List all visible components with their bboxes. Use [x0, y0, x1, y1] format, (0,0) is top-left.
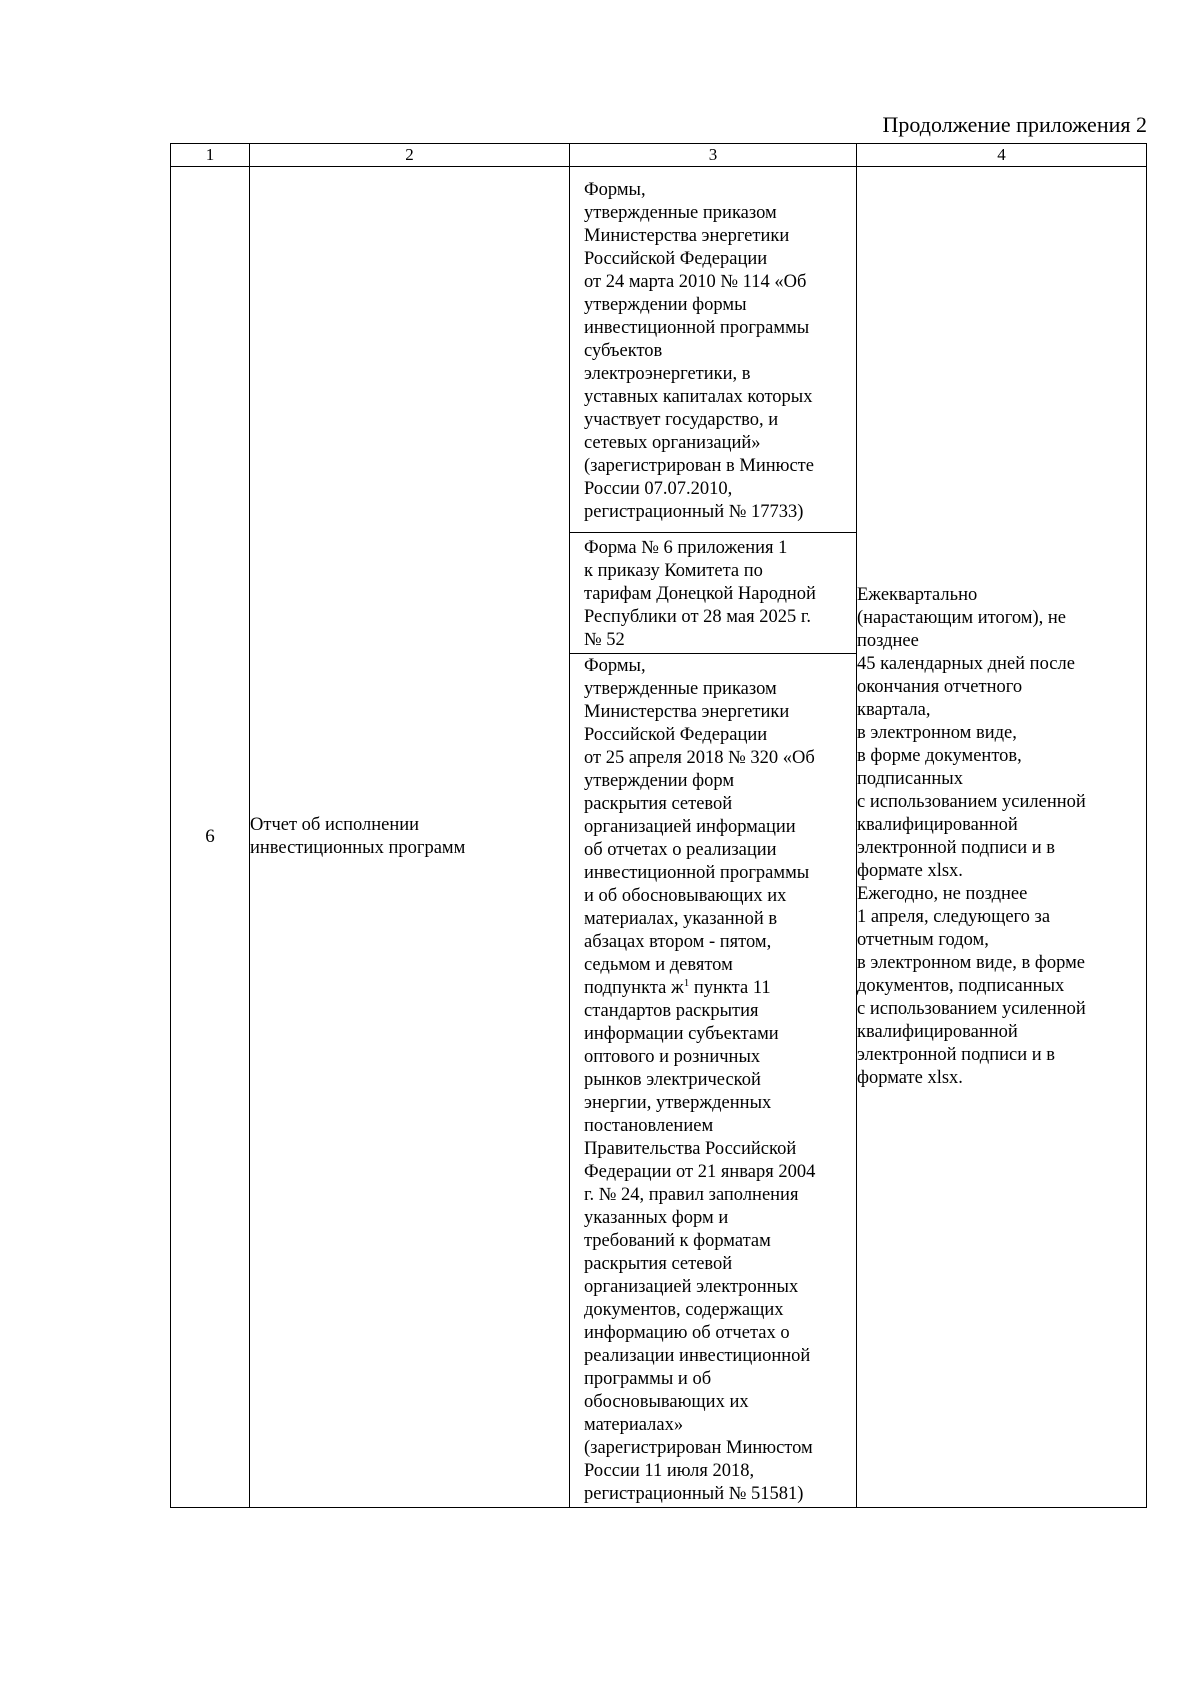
form-line: Формы, — [584, 180, 646, 200]
form-line: Российской Федерации — [584, 249, 768, 269]
form-line: регистрационный № 17733) — [584, 502, 804, 522]
form-line: требований к форматам — [584, 1231, 771, 1251]
page-header-title: Продолжение приложения 2 — [882, 112, 1147, 137]
form-line: реализации инвестиционной — [584, 1346, 811, 1366]
schedule-line: в электронном виде, — [857, 723, 1017, 743]
form-line: к приказу Комитета по — [584, 561, 763, 581]
form-line: об отчетах о реализации — [584, 840, 777, 860]
form-line: рынков электрической — [584, 1070, 761, 1090]
report-name-line: Отчет об исполнении — [250, 815, 420, 835]
form-line: Министерства энергетики — [584, 226, 790, 246]
form-line: утвержденные приказом — [584, 203, 777, 223]
reporting-schedule — [857, 167, 1147, 1508]
form-line: абзацах втором - пятом, — [584, 932, 772, 952]
form-line-with-superscript — [584, 977, 848, 1000]
column-number-3: 3 — [570, 144, 857, 167]
form-line: Республики от 28 мая 2025 г. — [584, 607, 811, 627]
form-line: (зарегистрирован в Минюсте — [584, 456, 814, 476]
schedule-line: Ежеквартально — [857, 585, 978, 605]
form-line: утвержденные приказом — [584, 679, 777, 699]
form-line: от 25 апреля 2018 № 320 «Об — [584, 748, 815, 768]
schedule-line: квартала, — [857, 700, 931, 720]
form-line: субъектов — [584, 341, 663, 361]
schedule-line: электронной подписи и в — [857, 1045, 1056, 1065]
form-line: оптового и розничных — [584, 1047, 761, 1067]
form-line: утверждении формы — [584, 295, 747, 315]
form-line: Форма № 6 приложения 1 — [584, 538, 788, 558]
form-line: раскрытия сетевой — [584, 794, 733, 814]
schedule-line: позднее — [857, 631, 919, 651]
form-line-part: пункта 11 — [689, 978, 771, 998]
report-name — [250, 167, 570, 1508]
schedule-line: Ежегодно, не позднее — [857, 884, 1028, 904]
form-line: участвует государство, и — [584, 410, 779, 430]
form-line: электроэнергетики, в — [584, 364, 751, 384]
form-line: постановлением — [584, 1116, 714, 1136]
form-line: инвестиционной программы — [584, 863, 810, 883]
form-line: сетевых организаций» — [584, 433, 761, 453]
forms-cell — [570, 167, 857, 1508]
form-line: энергии, утвержденных — [584, 1093, 772, 1113]
form-line: России 07.07.2010, — [584, 479, 733, 499]
form-line: инвестиционной программы — [584, 318, 810, 338]
form-line: организацией информации — [584, 817, 796, 837]
form-line: тарифам Донецкой Народной — [584, 584, 816, 604]
form-line: седьмом и девятом — [584, 955, 733, 975]
form-line: (зарегистрирован Минюстом — [584, 1438, 813, 1458]
schedule-line: 1 апреля, следующего за — [857, 907, 1051, 927]
superscript-index: 1 — [683, 976, 690, 989]
column-number-4: 4 — [857, 144, 1147, 167]
schedule-line: формате xlsx. — [857, 861, 963, 881]
form-line: Правительства Российской — [584, 1139, 797, 1159]
column-number-2: 2 — [250, 144, 570, 167]
form-line: г. № 24, правил заполнения — [584, 1185, 799, 1205]
form-line: программы и об — [584, 1369, 712, 1389]
report-name-line: инвестиционных программ — [250, 838, 466, 858]
form-line: Федерации от 21 января 2004 — [584, 1162, 816, 1182]
form-block-committee-2025 — [570, 533, 856, 654]
form-line: указанных форм и — [584, 1208, 729, 1228]
schedule-line: с использованием усиленной — [857, 792, 1086, 812]
schedule-line: подписанных — [857, 769, 963, 789]
form-line: документов, содержащих — [584, 1300, 784, 1320]
form-block-ministry-2018 — [570, 654, 856, 1507]
row-number: 6 — [171, 167, 250, 1508]
form-line: уставных капиталах которых — [584, 387, 813, 407]
form-line: регистрационный № 51581) — [584, 1484, 804, 1504]
form-line: организацией электронных — [584, 1277, 799, 1297]
form-line: стандартов раскрытия — [584, 1001, 759, 1021]
form-line: материалах, указанной в — [584, 909, 778, 929]
form-line-part: подпункта ж — [584, 978, 684, 998]
form-line: раскрытия сетевой — [584, 1254, 733, 1274]
column-number-row — [171, 144, 1147, 167]
form-line: Министерства энергетики — [584, 702, 790, 722]
schedule-line: (нарастающим итогом), не — [857, 608, 1067, 628]
requirements-table — [170, 143, 1147, 1508]
form-block-ministry-2010 — [570, 167, 856, 533]
form-line: России 11 июля 2018, — [584, 1461, 755, 1481]
schedule-line: документов, подписанных — [857, 976, 1065, 996]
form-line: № 52 — [584, 630, 625, 650]
form-line: информацию об отчетах о — [584, 1323, 790, 1343]
schedule-line: отчетным годом, — [857, 930, 989, 950]
form-line: утверждении форм — [584, 771, 735, 791]
form-line: Формы, — [584, 656, 646, 676]
schedule-line: в форме документов, — [857, 746, 1022, 766]
schedule-line: формате xlsx. — [857, 1068, 963, 1088]
form-line: материалах» — [584, 1415, 684, 1435]
column-number-1: 1 — [171, 144, 250, 167]
schedule-line: 45 календарных дней после — [857, 654, 1075, 674]
form-line: информации субъектами — [584, 1024, 779, 1044]
form-line: и об обосновывающих их — [584, 886, 787, 906]
form-line: обосновывающих их — [584, 1392, 749, 1412]
schedule-line: с использованием усиленной — [857, 999, 1086, 1019]
schedule-line: электронной подписи и в — [857, 838, 1056, 858]
schedule-line: квалифицированной — [857, 1022, 1018, 1042]
form-line: Российской Федерации — [584, 725, 768, 745]
form-line: от 24 марта 2010 № 114 «Об — [584, 272, 807, 292]
schedule-line: окончания отчетного — [857, 677, 1023, 697]
schedule-line: в электронном виде, в форме — [857, 953, 1085, 973]
schedule-line: квалифицированной — [857, 815, 1018, 835]
table-row — [171, 167, 1147, 1508]
